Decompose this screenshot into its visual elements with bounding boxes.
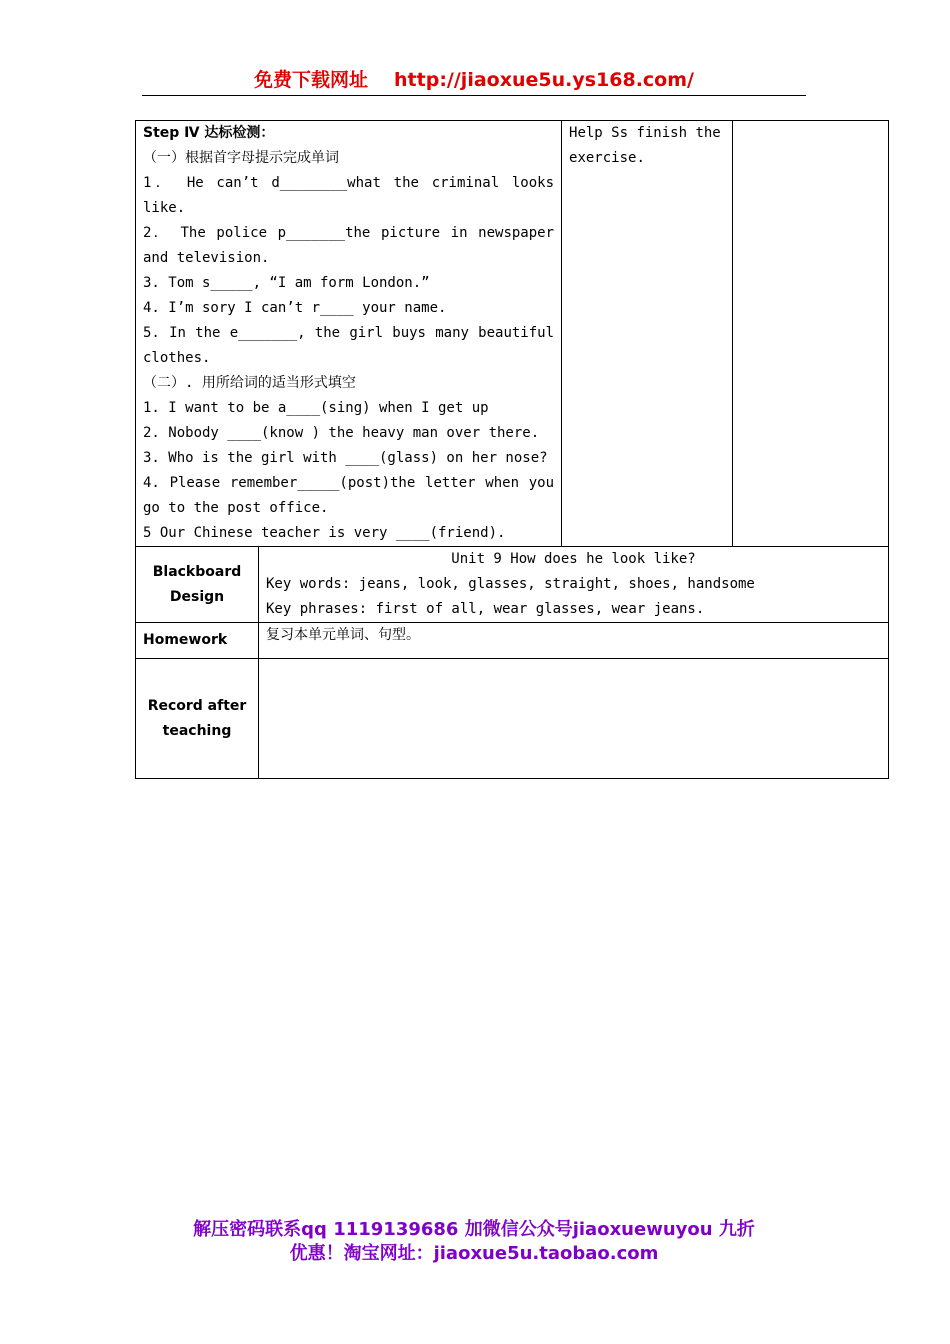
blackboard-content-cell (259, 547, 889, 623)
section2-item: 3. Who is the girl with ____(glass) on her nose? (143, 450, 548, 466)
record-label: Record after teaching (147, 697, 247, 739)
homework-content-cell (259, 623, 889, 659)
section1-item: 3. Tom s_____, “I am form London.” (143, 275, 430, 291)
record-content-cell (259, 659, 889, 779)
homework-label: Homework (143, 632, 228, 648)
footer-line-2: 优惠！淘宝网址：jiaoxue5u.taobao.com (289, 1243, 659, 1264)
section1-item: 2． The police p_______the picture in newspaper and television. (143, 225, 555, 266)
blackboard-key-words: Key words: jeans, look, glasses, straight, shoes, handsome (266, 576, 755, 592)
teacher-activity-cell (562, 121, 733, 547)
section2-title: （二）. 用所给词的适当形式填空 (143, 375, 356, 391)
blackboard-title: Unit 9 How does he look like? (451, 551, 696, 567)
page-header (142, 66, 806, 96)
section1-item: 5. In the e_______, the girl buys many beautiful clothes. (143, 325, 555, 366)
header-title: 免费下载网址 (254, 69, 369, 91)
section1-item: 4. I’m sory I can’t r____ your name. (143, 300, 447, 316)
blackboard-label: Blackboard Design (152, 563, 242, 605)
header-url[interactable]: http://jiaoxue5u.ys168.com/ (394, 69, 694, 91)
section1-title: （一）根据首字母提示完成单词 (143, 150, 339, 166)
lesson-plan-table (135, 120, 889, 779)
page-footer (142, 1218, 806, 1266)
section2-item: 5 Our Chinese teacher is very ____(friend). (143, 525, 506, 541)
section2-item: 1. I want to be a____(sing) when I get up (143, 400, 489, 416)
section2-item: 2. Nobody ____(know ) the heavy man over there. (143, 425, 540, 441)
blackboard-key-phrases: Key phrases: first of all, wear glasses, wear jeans. (266, 601, 705, 617)
step-title: Step Ⅳ 达标检测： (143, 125, 275, 141)
step-row (136, 121, 889, 547)
step-content-cell (136, 121, 562, 547)
homework-row (136, 623, 889, 659)
homework-content: 复习本单元单词、句型。 (266, 627, 420, 643)
homework-label-cell (136, 623, 259, 659)
section1-item: 1． He can’t d________what the criminal looks like. (143, 175, 555, 216)
blackboard-label-cell (136, 547, 259, 623)
footer-line-1: 解压密码联系qq 1119139686 加微信公众号jiaoxuewuyou 九折 (193, 1219, 755, 1240)
section2-item: 4. Please remember_____(post)the letter when you go to the post office. (143, 475, 555, 516)
teacher-activity: Help Ss finish the exercise. (569, 125, 721, 166)
purpose-cell (733, 121, 889, 547)
record-label-cell (136, 659, 259, 779)
record-row (136, 659, 889, 779)
blackboard-row (136, 547, 889, 623)
